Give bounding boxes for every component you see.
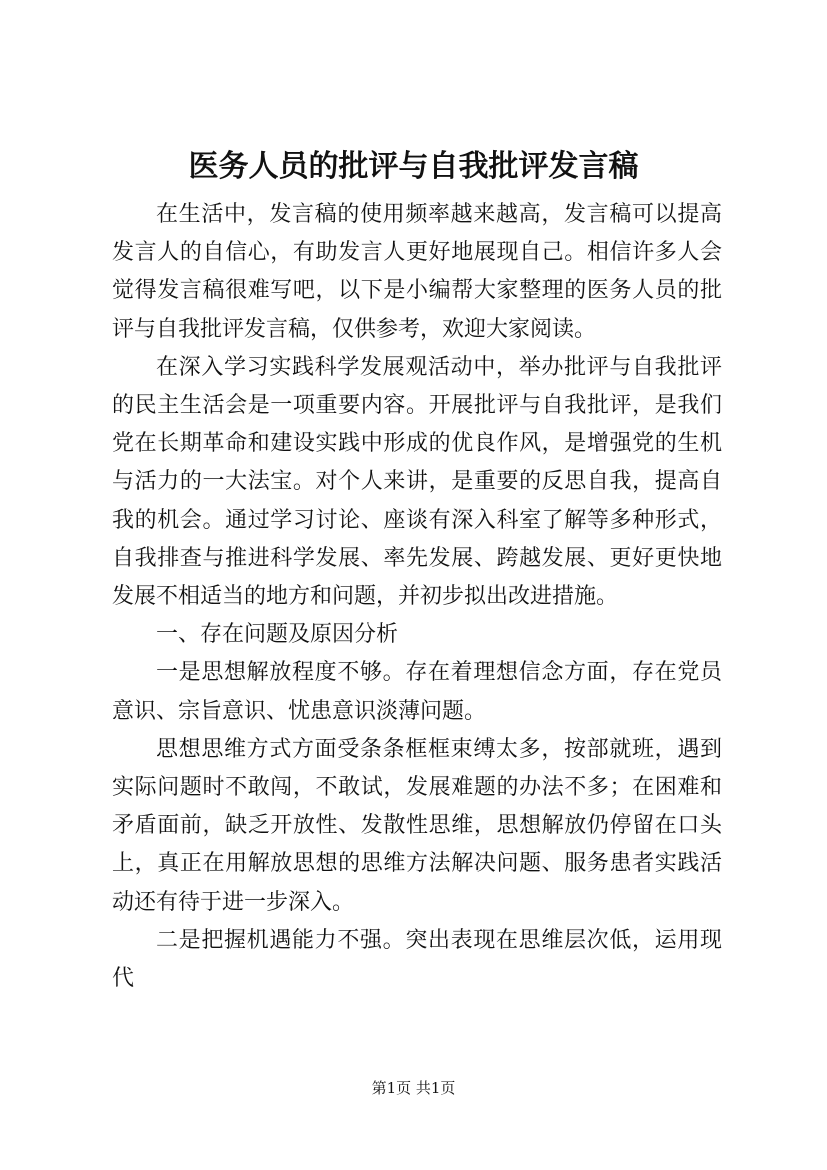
paragraph-point-one: 一是思想解放程度不够。存在着理想信念方面，存在党员意识、宗旨意识、忧患意识淡薄问题。 bbox=[112, 660, 722, 724]
document-body bbox=[112, 196, 722, 998]
paragraph-background: 在深入学习实践科学发展观活动中，举办批评与自我批评的民主生活会是一项重要内容。开展批评与自我批评，是我们党在长期革命和建设实践中形成的优良作风，是增强党的生机与活力的一大法宝。对个人来讲，是重要的反思自我，提高自我的机会。通过学习讨论、座谈有深入科室了解等多种形式，自我排查与推进科学发展、率先发展、跨越发展、更好更快地发展不相适当的地方和问题，并初步拟出改进措施。 bbox=[112, 354, 722, 610]
page-number-footer: 第1页 共1页 bbox=[371, 1079, 456, 1097]
section-heading-problems: 一、存在问题及原因分析 bbox=[156, 622, 399, 648]
paragraph-point-two: 二是把握机遇能力不强。突出表现在思维层次低，运用现代 bbox=[112, 927, 722, 992]
paragraph-thinking-style: 思想思维方式方面受条条框框束缚太多，按部就班，遇到实际问题时不敢闯，不敢试，发展难题的办法不多；在困难和矛盾面前，缺乏开放性、发散性思维，思想解放仍停留在口头上，真正在用解放思想的思维方法解决问题、服务患者实践活动还有待于进一步深入。 bbox=[112, 736, 722, 915]
paragraph-intro: 在生活中，发言稿的使用频率越来越高，发言稿可以提高发言人的自信心，有助发言人更好地展现自己。相信许多人会觉得发言稿很难写吧，以下是小编帮大家整理的医务人员的批评与自我批评发言稿，仅供参考，欢迎大家阅读。 bbox=[112, 202, 722, 342]
document-title: 医务人员的批评与自我批评发言稿 bbox=[188, 149, 639, 184]
